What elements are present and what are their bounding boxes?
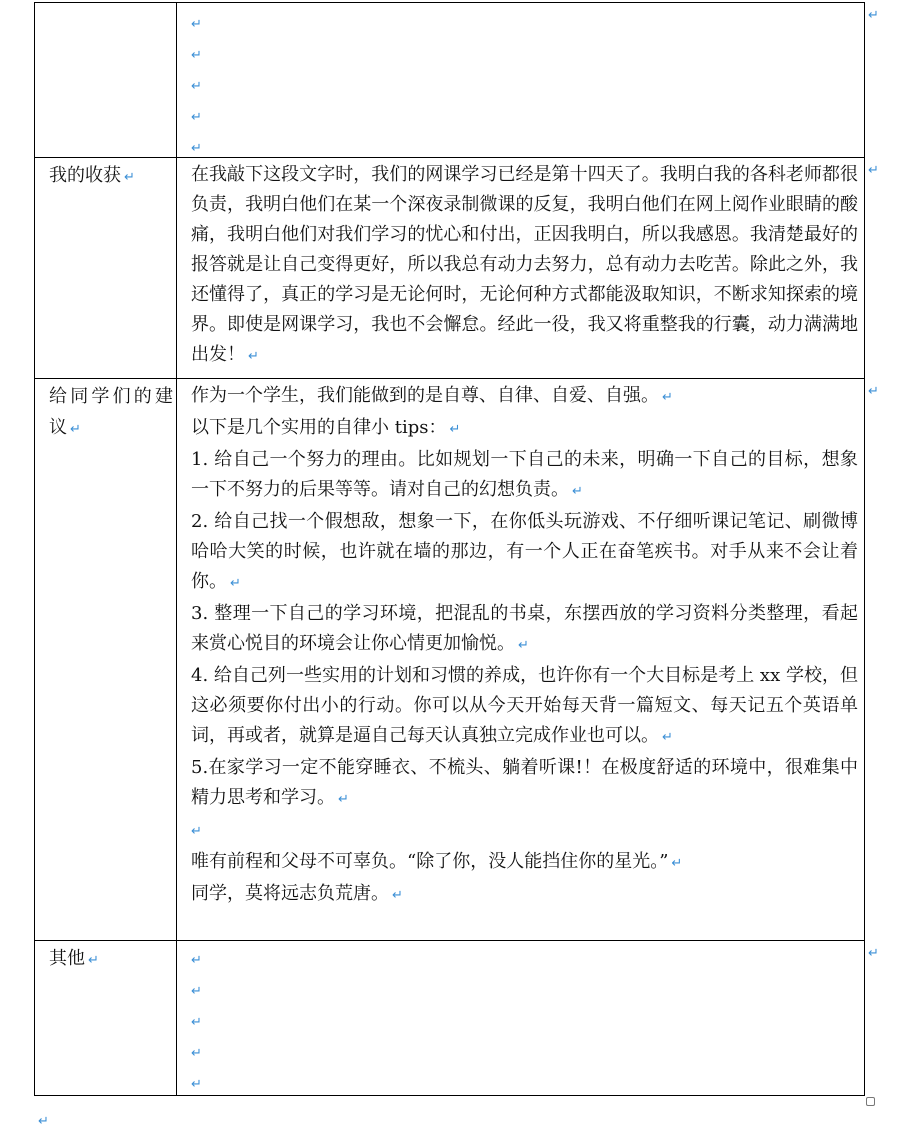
list-item: 3. 整理一下自己的学习环境，把混乱的书桌，东摆西放的学习资料分类整理，看起来赏心悦目的环境会让你心情更加愉悦。 ↵: [191, 603, 858, 654]
list-item: 4. 给自己列一些实用的计划和习惯的养成，也许你有一个大目标是考上 xx 学校，但这必须要你付出小的行动。你可以从今天开始每天背一篇短文、每天记五个英语单词，再或者，就算是逼自己每天认真独立完成作业也可以。 ↵: [191, 665, 858, 746]
advice-text: [191, 381, 858, 911]
list-item: 1. 给自己一个努力的理由。比如规划一下自己的未来，明确一下自己的目标，想象一下不努力的后果等等。请对自己的幻想负责。 ↵: [191, 449, 858, 500]
label-cell[interactable]: [35, 379, 177, 940]
paragraph-mark-icon: ↵: [230, 576, 241, 591]
paragraph-mark-icon: ↵: [392, 888, 403, 903]
paragraph-mark-icon: ↵: [191, 953, 202, 968]
paragraph: 在我敲下这段文字时，我们的网课学习已经是第十四天了。我明白我的各科老师都很负责，我明白他们在某一个深夜录制微课的反复，我明白他们在网上阅作业眼睛的酸痛，我明白他们对我们学习的忧心和付出，正因我明白，所以我感恩。我清楚最好的报答就是让自己变得更好，所以我总有动力去努力，总有动力去吃苦。除此之外，我还懂得了，真正的学习是无论何时，无论何种方式都能汲取知识，不断求知探索的境界。即使是网课学习，我也不会懈怠。经此一役，我又将重整我的行囊，动力满满地出发！ ↵: [191, 164, 858, 365]
row-end-mark-icon: ↵: [868, 8, 879, 23]
table-row: [34, 157, 865, 378]
empty-paragraphs: [191, 7, 858, 162]
paragraph-mark-icon: ↵: [338, 792, 349, 807]
table-row: [34, 378, 865, 940]
row-label: 其他 ↵: [49, 948, 99, 969]
harvest-text: [191, 160, 858, 372]
row-label: 给同学们的建议 ↵: [49, 386, 173, 438]
paragraph-mark-icon: ↵: [38, 1114, 49, 1129]
paragraph-mark-icon: ↵: [191, 824, 202, 839]
empty-paragraph: [191, 815, 858, 847]
row-end-mark-icon: ↵: [868, 384, 879, 399]
paragraph-mark-icon: ↵: [662, 730, 673, 745]
paragraph-mark-icon: ↵: [70, 422, 81, 437]
label-cell[interactable]: [35, 3, 177, 157]
empty-paragraphs: [191, 943, 858, 1098]
row-end-mark-icon: ↵: [868, 946, 879, 961]
list-item: 5.在家学习一定不能穿睡衣、不梳头、躺着听课!！在极度舒适的环境中，很难集中精力思考和学习。 ↵: [191, 757, 858, 808]
paragraph: 同学，莫将远志负荒唐。 ↵: [191, 883, 403, 904]
row-label: 我的收获 ↵: [49, 165, 135, 186]
paragraph-mark-icon: ↵: [449, 422, 461, 437]
paragraph-mark-icon: ↵: [191, 1077, 202, 1092]
paragraph-mark-icon: ↵: [191, 141, 202, 156]
label-cell[interactable]: [35, 941, 177, 1095]
paragraph: 以下是几个实用的自律小 tips： ↵: [191, 417, 461, 438]
document-table: [34, 2, 865, 1095]
table-row: [34, 2, 865, 157]
content-cell[interactable]: [177, 941, 864, 1095]
table-row: [34, 940, 865, 1096]
row-end-mark-icon: ↵: [868, 163, 879, 178]
paragraph-mark-icon: ↵: [191, 48, 202, 63]
paragraph-mark-icon: ↵: [662, 390, 673, 405]
paragraph-mark-icon: ↵: [248, 349, 259, 364]
paragraph-mark-icon: ↵: [671, 856, 683, 871]
paragraph-mark-icon: ↵: [191, 1015, 202, 1030]
paragraph-mark-icon: ↵: [124, 170, 135, 185]
label-cell[interactable]: [35, 158, 177, 378]
paragraph-mark-icon: ↵: [518, 638, 529, 653]
list-item: 2. 给自己找一个假想敌，想象一下，在你低头玩游戏、不仔细听课记笔记、刷微博哈哈大笑的时候，也许就在墙的那边，有一个人正在奋笔疾书。对手从来不会让着你。 ↵: [191, 511, 858, 592]
table-resize-handle[interactable]: [866, 1097, 875, 1106]
paragraph-mark-icon: ↵: [191, 984, 202, 999]
paragraph: 作为一个学生，我们能做到的是自尊、自律、自爱、自强。 ↵: [191, 385, 673, 406]
paragraph-mark-icon: ↵: [191, 1046, 202, 1061]
content-cell[interactable]: [177, 3, 864, 157]
content-cell[interactable]: [177, 158, 864, 378]
paragraph-mark-icon: ↵: [191, 110, 202, 125]
paragraph-mark-icon: ↵: [572, 484, 583, 499]
content-cell[interactable]: [177, 379, 864, 940]
paragraph-mark-icon: ↵: [191, 79, 202, 94]
paragraph: 唯有前程和父母不可辜负。“除了你，没人能挡住你的星光。” ↵: [191, 851, 683, 872]
paragraph-mark-icon: ↵: [191, 17, 202, 32]
paragraph-mark-icon: ↵: [88, 953, 99, 968]
